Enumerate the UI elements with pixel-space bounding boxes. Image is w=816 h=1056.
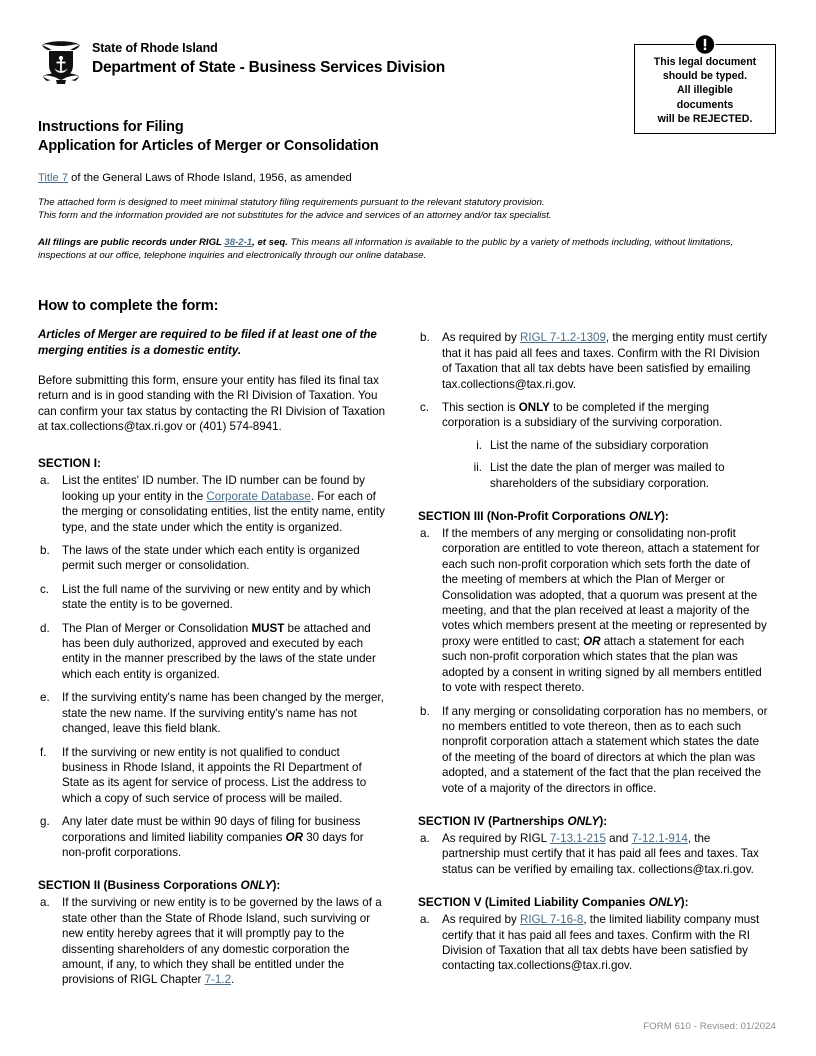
rigl-38-2-1-link[interactable]: 38-2-1 [224,237,253,249]
item-marker: e. [40,691,50,705]
public-records-rest: This means all information is available to the public by a variety of methods including, without limitations, inspections at our office, telephone inquiries and electronically through our online database. [38,237,734,261]
section-3-heading-post: ): [660,509,669,524]
item-text-after: , the limited liability company must certify that it has paid all fees and taxes. Confirm with the RI Division of Taxation that all tax debts have been satisfied by contacting tax.collections@tax.ri.gov. [442,913,760,973]
section-4-heading-post: ): [599,813,608,828]
right-column [418,327,768,987]
item-text: If the surviving or new entity is not qualified to conduct business in Rhode Island, it appoints the RI Department of State as its agent for service of process. List the address to which a copy of such service of process will be mailed. [62,745,367,805]
item-marker: b. [40,544,50,558]
item-text-before: This section is [442,401,519,414]
item-marker: g. [40,815,50,829]
list-item [38,582,388,613]
section-4-heading [418,814,768,828]
notice-line-4: documents [676,98,734,111]
section-5-heading-pre: SECTION V (Limited Liability Companies [418,895,649,910]
public-records-paragraph [38,237,776,262]
section-5-heading-only: ONLY [648,895,681,910]
list-item [38,745,388,807]
agency-name-block [92,34,445,78]
disclaimer-line-2: This form and the information provided are not substitutes for the advice and services of an attorney and/or tax specialist. [38,209,552,221]
list-item [38,814,388,860]
list-item [464,460,768,491]
list-item [418,526,768,695]
item-text-before: If the surviving or new entity is to be governed by the laws of a state other than the State of Rhode Island, such surviving or new entity hereby agrees that it will promptly pay to the dissenting shareholders of any domestic corporation the amount, if any, to which they shall be entitled under the provisions of RIGL Chapter [62,896,382,987]
item-marker: a. [420,831,430,845]
item-marker: b. [420,331,430,345]
section-2-heading-only: ONLY [240,878,273,893]
form-footer: FORM 610 - Revised: 01/2024 [643,1021,776,1032]
disclaimer-paragraph [38,197,776,222]
public-records-lead: All filings are public records under RIGL [38,237,225,249]
subitem-marker: ii. [473,461,482,475]
subitem-text: List the date the plan of merger was mailed to shareholders of the subsidiary corporation. [490,461,725,490]
statute-reference-rest: of the General Laws of Rhode Island, 1956, as amended [68,172,352,184]
section-1-list [38,473,388,860]
subitem-marker: i. [476,438,482,452]
document-header [38,34,776,125]
list-item [38,473,388,535]
item-emphasis: OR [583,634,601,648]
section-2-list [38,895,388,987]
item-marker: a. [40,896,50,910]
notice-line-5: will be REJECTED. [657,112,753,125]
item-emphasis: OR [285,830,304,844]
rigl-7-1-2-1309-link[interactable]: RIGL 7-1.2-1309 [519,331,606,345]
section-4-heading-pre: SECTION IV (Partnerships [418,813,568,828]
item-text: The laws of the state under which each entity is organized permit such merger or consolidation. [62,544,360,573]
item-marker: b. [420,704,430,718]
section-3-heading-only: ONLY [629,509,661,524]
item-text: If any merging or consolidating corporation has no members, or no members entitled to vote thereon, then as to each such nonprofit corporation attach a statement which states the date of the meeting of the board of directors at which the plan was adopted, and a statement of the fact that the plan received the vote of a majority of the directors in office. [442,704,768,795]
rigl-7-1-2-link[interactable]: 7-1.2 [204,973,232,987]
item-text-after: . [231,973,235,987]
item-marker: a. [40,474,50,488]
disclaimer-line-1: The attached form is designed to meet minimal statutory filing requirements pursuant to the relevant statutory provision. [38,197,545,208]
item-marker: a. [420,913,430,927]
notice-line-1: This legal document [653,56,757,68]
legal-notice-callout [634,44,776,134]
list-item [38,690,388,736]
section-5-heading [418,895,768,909]
item-text: If the surviving entity's name has been changed by the merger, state the new name. If the surviving entity's name has not changed, leave this field blank. [62,691,384,736]
item-emphasis: ONLY [518,401,550,414]
item-marker: a. [420,527,430,541]
rigl-7-13-1-215-link[interactable]: 7-13.1-215 [549,831,606,845]
statute-reference [38,171,776,186]
rigl-7-16-8-link[interactable]: RIGL 7-16-8 [519,913,584,927]
item-text-before: The Plan of Merger or Consolidation [62,621,252,635]
left-column [38,327,388,987]
item-text: List the full name of the surviving or new entity and by which state the entity is to be governed. [62,582,371,612]
list-item [38,621,388,683]
item-text-mid: and [605,831,632,845]
section-1-heading: SECTION I: [38,456,101,471]
section-2-heading-post: ): [272,878,281,893]
section-4-heading-only: ONLY [567,813,600,828]
item-marker: f. [40,745,47,759]
articles-requirement-note: Articles of Merger are required to be filed if at least one of the merging entities is a domestic entity. [38,328,377,357]
item-marker: c. [40,582,50,596]
item-text-after: . For each of the merging or consolidating entities, list the entity name, entity type, and the state under which the entity is organized. [62,489,385,534]
item-text-after: 30 days for non-profit corporations. [62,830,364,859]
notice-line-3: All illegible [677,84,733,97]
section-3-heading [418,509,768,523]
notice-box [634,44,776,134]
public-records-tail: , et seq. [252,237,288,249]
item-text-after: , the partnership must certify that it has paid all fees and taxes. Tax status can be verified by emailing tax. collections@tax.ri.gov. [442,831,759,876]
list-item [418,831,768,877]
subitem-text: List the name of the subsidiary corporation [490,438,709,452]
section-2-heading [38,878,388,892]
rigl-7-12-1-914-link[interactable]: 7-12.1-914 [631,831,688,845]
section-3-heading-pre: SECTION III (Non-Profit Corporations [418,509,630,524]
subsidiary-subitems-list [464,438,768,491]
section-5-list [418,912,768,974]
item-emphasis: MUST [251,621,285,635]
section-2-continued-list [418,330,768,491]
department-name: Department of State - Business Services Division [92,59,446,76]
list-item [38,895,388,987]
list-item [418,330,768,392]
tax-standing-paragraph: Before submitting this form, ensure your entity has filed its final tax return and is in good standing with the RI Division of Taxation. You can confirm your tax status by contacting the RI Division of Taxation at tax.collections@tax.ri.gov or (401) 574-8941. [38,373,386,433]
item-text-before: As required by RIGL [442,831,550,845]
exclamation-circle-icon [695,34,716,55]
list-item [418,912,768,974]
item-marker: c. [420,401,430,414]
list-item [38,543,388,574]
notice-line-2: should be typed. [662,70,748,83]
title-7-link[interactable]: Title 7 [38,172,69,184]
state-name: State of Rhode Island [92,41,218,55]
list-item [464,438,768,453]
item-text-after: be attached and has been duly authorized, approved and executed by each entity in the manner prescribed by the laws of the state under which each entity is organized. [62,621,376,681]
item-text-before: Any later date must be within 90 days of filing for business corporations and limited liability companies [62,815,361,844]
rhode-island-state-seal-icon [38,38,84,86]
corporate-database-link[interactable]: Corporate Database [206,489,311,503]
item-text-after: attach a statement for each such non-profit corporation which states that the plan was adopted by a consent in writing signed by all members entitled to vote with respect thereto. [442,634,762,695]
section-4-list [418,831,768,877]
item-text-before: As required by [442,331,520,345]
list-item [418,400,768,491]
page-title-line-1: Instructions for Filing [38,119,184,135]
section-5-heading-post: ): [680,895,689,910]
section-2-heading-pre: SECTION II (Business Corporations [38,878,241,893]
item-text-after: , the merging entity must certify that it has paid all fees and taxes. Confirm with the RI Division of Taxation that all tax debts have been satisfied by emailing tax.collections@tax.ri.gov. [442,331,768,391]
item-text-before: If the members of any merging or consolidating non-profit corporation are entitled to vote thereon, attach a statement for each such non-profit corporation which sets forth the date of the meeting of members at which the Plan of Merger or Consolidation was adopted, that a quorum was present at the meeting, and that the plan received at least a majority of the votes which members present at the meeting or represented by proxy were entitled to cast; [442,527,767,648]
list-item [418,704,768,796]
item-text-after: to be completed if the merging corporation is a subsidiary of the surviving corporation. [442,401,723,430]
instructions-columns [38,327,776,987]
item-text-before: As required by [442,913,520,927]
item-text-before: List the entites' ID number. The ID number can be found by looking up your entity in the [62,474,365,503]
howto-heading: How to complete the form: [38,298,219,315]
page-title-line-2: Application for Articles of Merger or Consolidation [38,138,379,154]
section-3-list [418,526,768,796]
item-marker: d. [40,621,50,635]
